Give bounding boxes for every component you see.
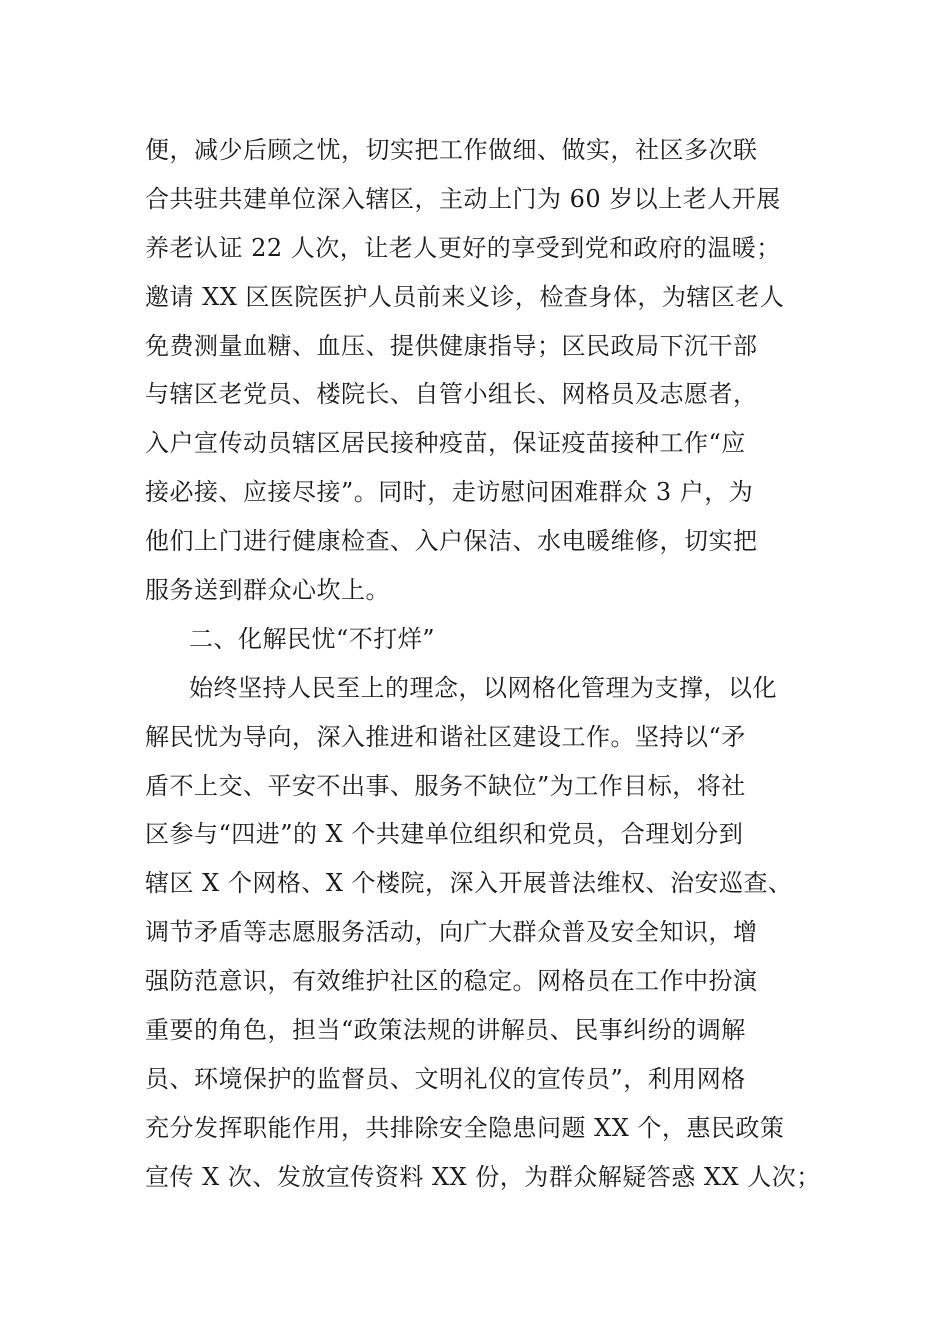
text-line: 邀请 XX 区医院医护人员前来义诊，检查身体，为辖区老人 [145,282,785,311]
text-line: 入户宣传动员辖区居民接种疫苗，保证疫苗接种工作“应 [145,429,746,458]
text-line: 养老认证 22 人次，让老人更好的享受到党和政府的温暖； [145,233,781,262]
text-line: 重要的角色，担当“政策法规的讲解员、民事纠纷的调解 [145,1016,746,1045]
text-line: 充分发挥职能作用，共排除安全隐患问题 XX 个，惠民政策 [145,1113,785,1142]
text-line: 服务送到群众心坎上。 [145,576,390,605]
text-line: 合共驻共建单位深入辖区，主动上门为 60 岁以上老人开展 [145,184,781,213]
text-line: 强防范意识，有效维护社区的稳定。网格员在工作中扮演 [145,967,758,996]
paragraph-first-line: 始终坚持人民至上的理念，以网格化管理为支撑，以化 [189,673,777,702]
text-line: 便，减少后顾之忧，切实把工作做细、做实，社区多次联 [145,136,758,164]
text-line: 与辖区老党员、楼院长、自管小组长、网格员及志愿者， [145,380,758,409]
text-line: 宣传 X 次、发放宣传资料 XX 份，为群众解疑答惑 XX 人次； [145,1162,821,1191]
text-line: 区参与“四进”的 X 个共建单位组织和党员，合理划分到 [145,820,744,849]
section-heading: 二、化解民忧“不打烊” [189,624,436,653]
text-line: 解民忧为导向，深入推进和谐社区建设工作。坚持以“矛 [145,722,746,751]
text-line: 盾不上交、平安不出事、服务不缺位”为工作目标，将社 [145,771,746,800]
text-line: 员、环境保护的监督员、文明礼仪的宣传员”，利用网格 [145,1064,746,1093]
text-line: 免费测量血糖、血压、提供健康指导；区民政局下沉干部 [145,331,758,360]
text-line: 辖区 X 个网格、X 个楼院，深入开展普法维权、治安巡查、 [145,869,793,898]
text-line: 他们上门进行健康检查、入户保洁、水电暖维修，切实把 [145,527,758,556]
text-line: 调节矛盾等志愿服务活动，向广大群众普及安全知识，增 [145,918,758,947]
text-line: 接必接、应接尽接”。同时，走访慰问困难群众 3 户，为 [145,478,754,507]
document-body [145,126,825,1202]
